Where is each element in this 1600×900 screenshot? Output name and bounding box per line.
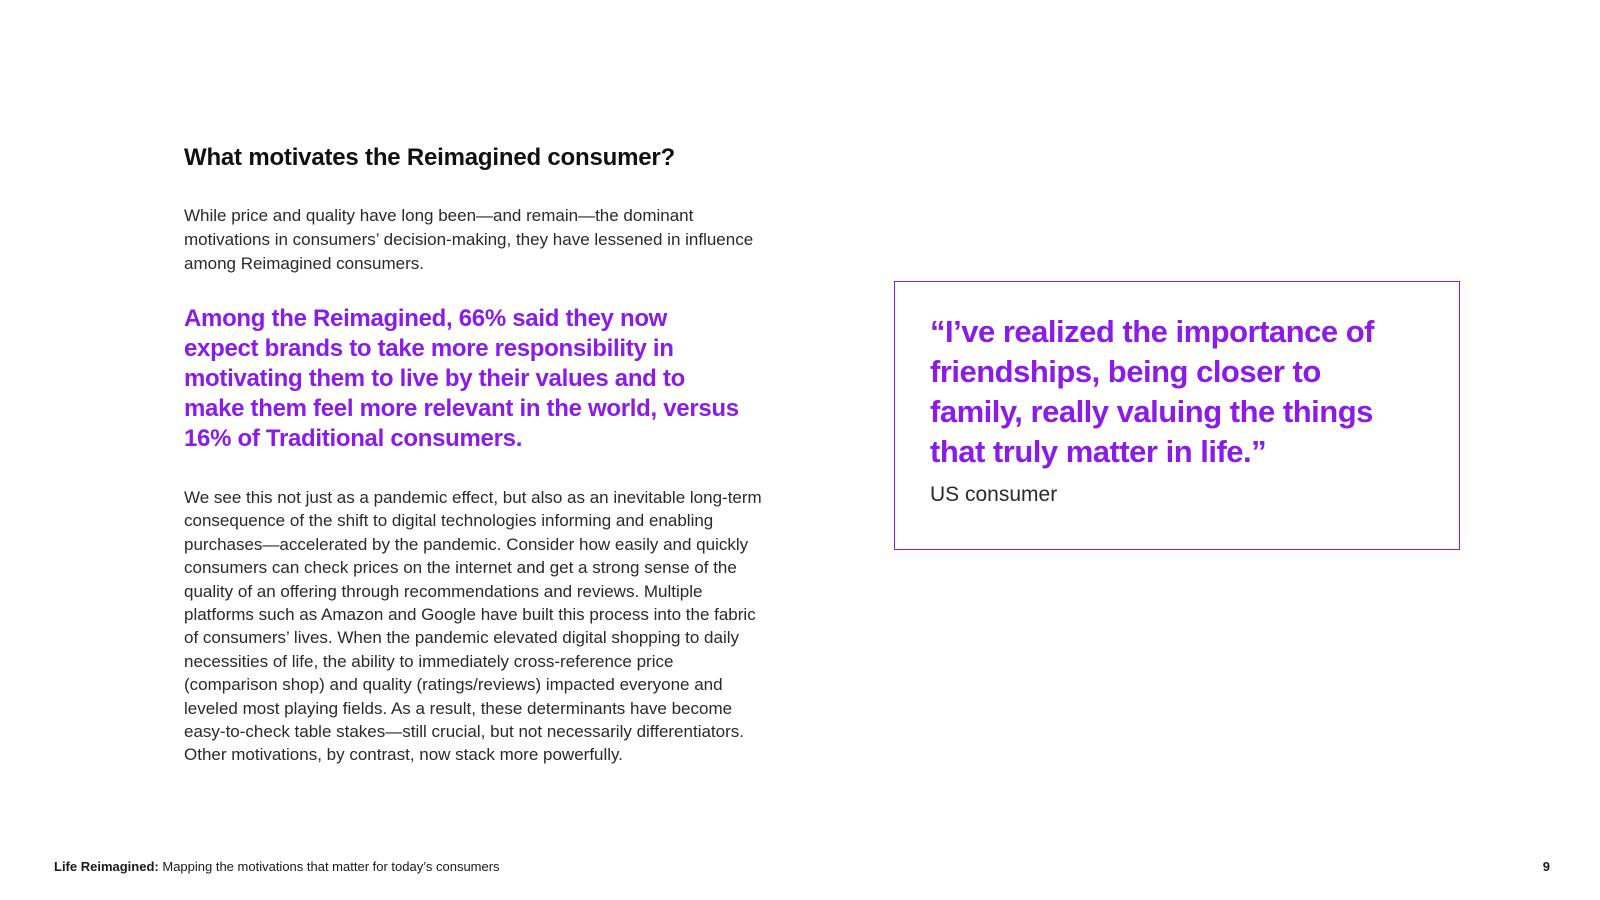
highlight-statistic: Among the Reimagined, 66% said they now expect brands to take more responsibility in motivating them to live by their values and to make them feel more relevant in the world, versus 16% of Traditional consumers. (184, 305, 739, 452)
page-number: 9 (1542, 859, 1550, 874)
intro-paragraph: While price and quality have long been—and remain—the dominant motivations in consumers’ decision-making, they have lessened in influence among Reimagined consumers. (184, 206, 754, 273)
footer-title-bold: Life Reimagined: (54, 859, 159, 874)
main-content (184, 142, 764, 767)
quote-callout-box (894, 281, 1460, 550)
quote-attribution: US consumer (930, 483, 1058, 506)
section-heading: What motivates the Reimagined consumer? (184, 144, 675, 171)
footer (54, 858, 500, 876)
footer-title-rest: Mapping the motivations that matter for today’s consumers (158, 859, 500, 874)
quote-text: “I’ve realized the importance of friendships, being closer to family, really valuing the things that truly matter in life.” (930, 314, 1374, 469)
body-paragraph: We see this not just as a pandemic effect, but also as an inevitable long-term consequence of the shift to digital technologies informing and enabling purchases—accelerated by the pandemic. Consider how easily and quickly consumers can check prices on the internet and get a strong sense of the quality of an offering through recommendations and reviews. Multiple platforms such as Amazon and Google have built this process into the fabric of consumers’ lives. When the pandemic elevated digital shopping to daily necessities of life, the ability to immediately cross-reference price (comparison shop) and quality (ratings/reviews) impacted everyone and leveled most playing fields. As a result, these determinants have become easy-to-check table stakes—still crucial, but not necessarily differentiators. Other motivations, by contrast, now stack more powerfully. (184, 488, 762, 765)
